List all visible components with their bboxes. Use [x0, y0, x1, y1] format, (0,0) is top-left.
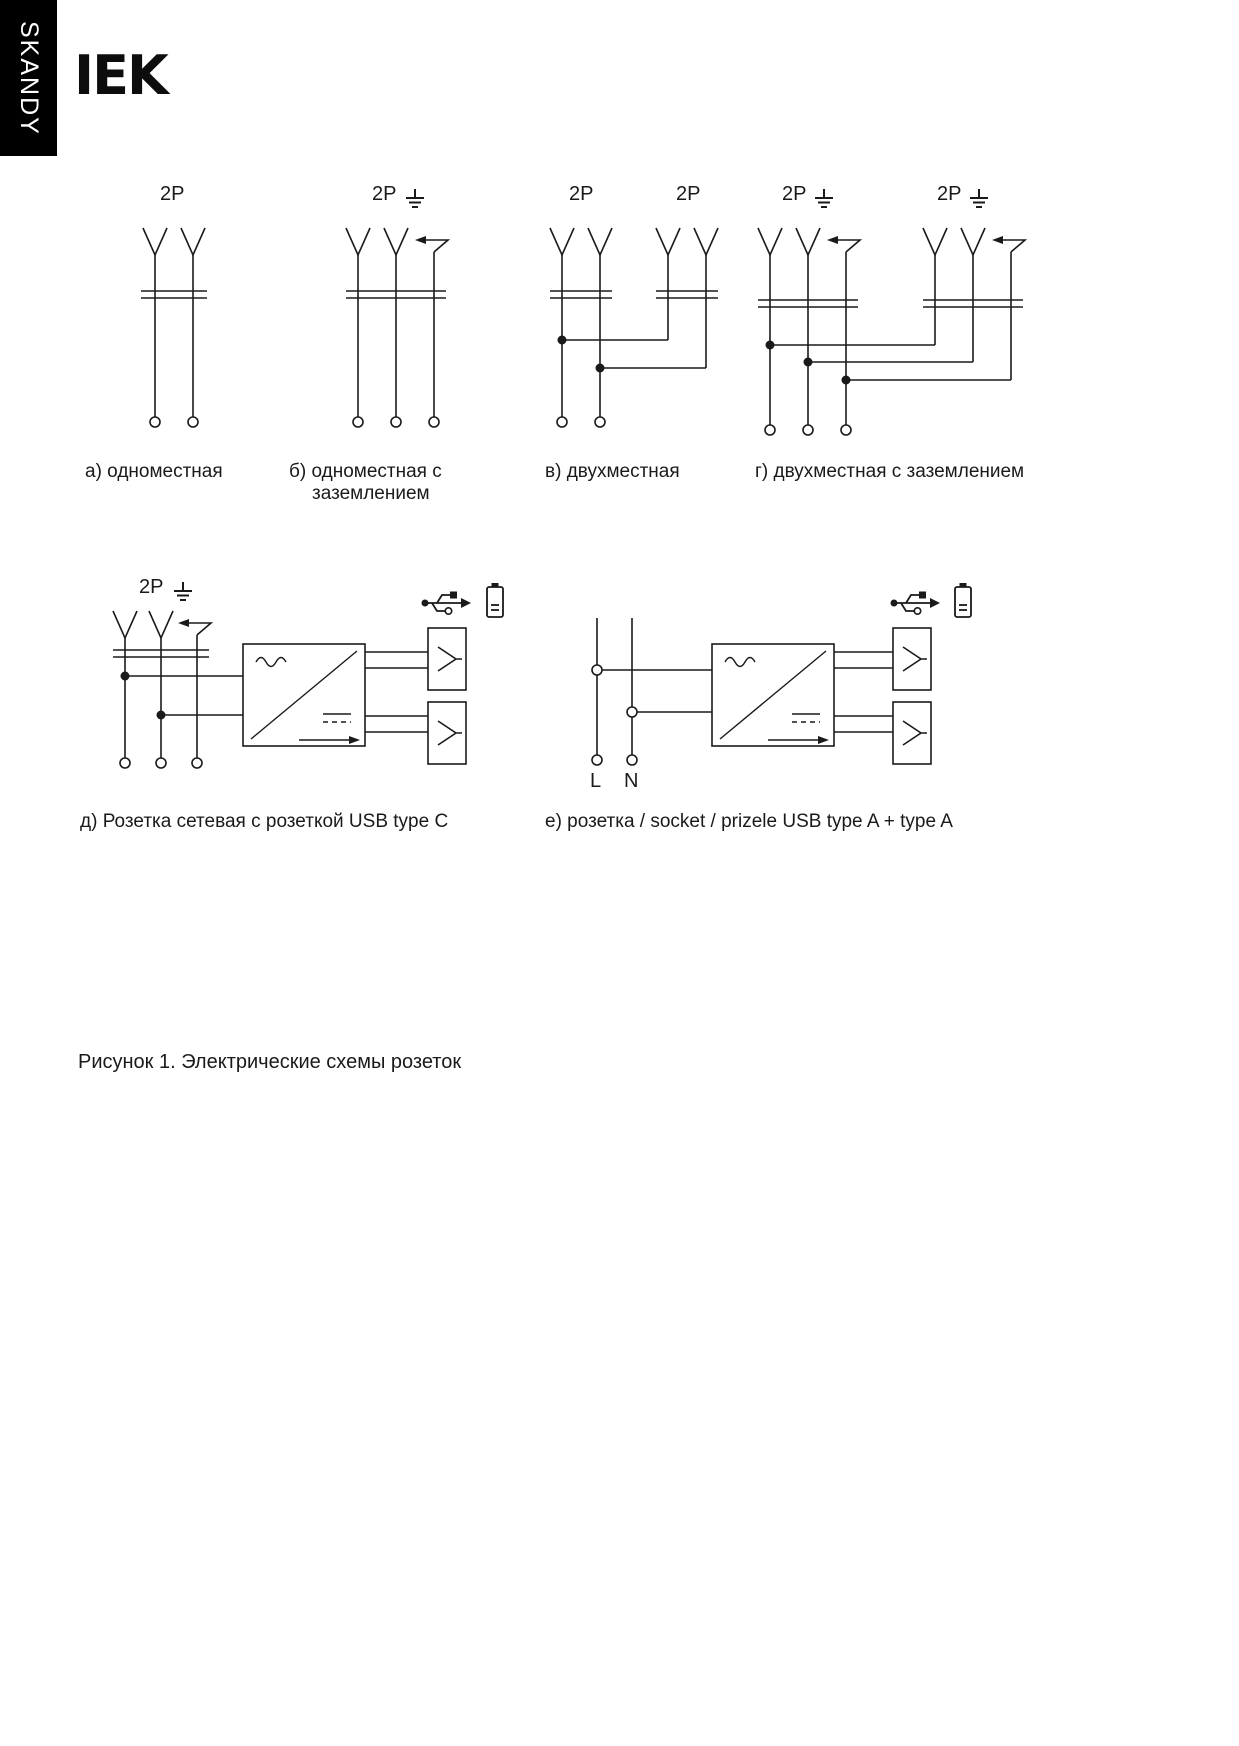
caption-g: г) двухместная с заземлением [755, 461, 1025, 482]
ground-contact-icon [178, 619, 211, 635]
caption-v: в) двухместная [545, 461, 680, 482]
socket-contact-icon [923, 228, 947, 255]
earth-symbol-icon [174, 582, 192, 600]
pole-label-g-left: 2P [782, 183, 807, 205]
pole-label-v-left: 2P [569, 183, 594, 205]
socket-contact-icon [656, 228, 680, 255]
usb-output-box [428, 628, 466, 690]
caption-b [289, 461, 442, 505]
socket-contact-icon [961, 228, 985, 255]
socket-contact-icon [346, 228, 370, 255]
earth-symbol-icon [815, 189, 833, 207]
socket-contact-icon [149, 611, 173, 638]
caption-b-line2: заземлением [312, 483, 430, 504]
caption-d: д) Розетка сетевая с розеткой USB type C [80, 811, 449, 832]
socket-contact-icon [113, 611, 137, 638]
battery-icon [955, 583, 971, 617]
earth-symbol-icon [970, 189, 988, 207]
terminal-label-n: N [624, 770, 639, 792]
diagram-d-socket-usb-c [113, 582, 503, 768]
diagram-g-double-socket-grounded [758, 189, 1025, 435]
earth-symbol-icon [406, 189, 424, 207]
ground-contact-icon [415, 236, 448, 252]
diagram-b-single-socket-grounded [346, 189, 448, 427]
socket-contact-icon [694, 228, 718, 255]
diagram-e-socket-usb-a [592, 583, 971, 765]
socket-contact-icon [384, 228, 408, 255]
socket-contact-icon [550, 228, 574, 255]
usb-output-box [428, 702, 466, 764]
ground-contact-icon [992, 236, 1025, 252]
usb-icon [891, 592, 941, 615]
figure-caption: Рисунок 1. Электрические схемы розеток [78, 1051, 462, 1073]
ground-contact-icon [827, 236, 860, 252]
battery-icon [487, 583, 503, 617]
power-converter-box [712, 644, 834, 746]
pole-label-g-right: 2P [937, 183, 962, 205]
socket-contact-icon [143, 228, 167, 255]
usb-output-box [893, 702, 931, 764]
pole-label-a: 2P [160, 183, 185, 205]
terminal-label-l: L [590, 770, 602, 792]
usb-icon [422, 592, 472, 615]
socket-contact-icon [796, 228, 820, 255]
pole-label-d: 2P [139, 576, 164, 598]
pole-label-v-right: 2P [676, 183, 701, 205]
socket-contact-icon [758, 228, 782, 255]
caption-e: е) розетка / socket / prizele USB type A + type A [545, 811, 953, 832]
diagram-a-single-socket [141, 228, 207, 427]
caption-b-line1: б) одноместная с [289, 461, 442, 482]
caption-a: а) одноместная [85, 461, 223, 482]
diagram-v-double-socket [550, 228, 718, 427]
usb-output-box [893, 628, 931, 690]
iek-logo: IEK [74, 44, 167, 107]
socket-contact-icon [181, 228, 205, 255]
pole-label-b: 2P [372, 183, 397, 205]
socket-contact-icon [588, 228, 612, 255]
series-label: SKANDY [15, 20, 43, 136]
power-converter-box [243, 644, 365, 746]
